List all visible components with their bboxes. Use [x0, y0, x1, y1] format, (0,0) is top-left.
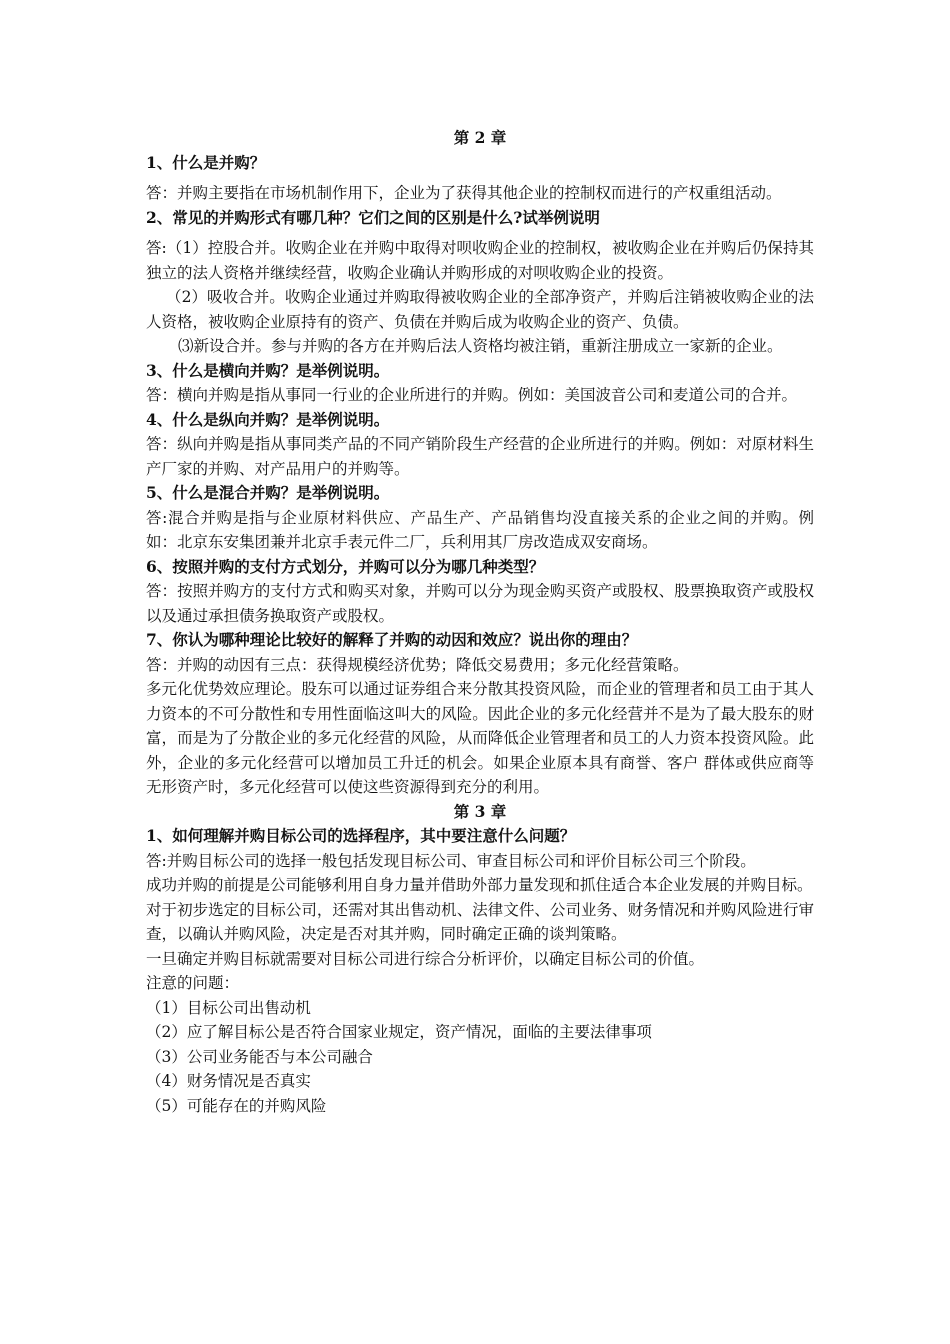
- ch2-question-1: 1、什么是并购？: [146, 152, 266, 172]
- ch3-answer-1-part-3: 对于初步选定的目标公司，还需对其出售动机、法律文件、公司业务、财务情况和并购风险进行审查，以确认并购风险，决定是否对其并购，同时确定正确的谈判策略。: [146, 900, 814, 943]
- ch2-answer-2-part-1: 答:（1）控股合并。收购企业在并购中取得对呗收购企业的控制权，被收购企业在并购后仍保持其独立的法人资格并继续经营，收购企业确认并购形成的对呗收购企业的投资。: [146, 239, 814, 282]
- ch2-question-7: 7、你认为哪种理论比较好的解释了并购的动因和效应？说出你的理由？: [146, 630, 638, 649]
- chapter-2-title: 第 2 章: [453, 128, 507, 147]
- ch3-notes-label: 注意的问题：: [146, 974, 240, 992]
- ch3-answer-1-part-4: 一旦确定并购目标就需要对目标公司进行综合分析评价，以确定目标公司的价值。: [146, 949, 705, 968]
- ch2-answer-7-part-2: 多元化优势效应理论。股东可以通过证券组合来分散其投资风险，而企业的管理者和员工由于其人力资本的不可分散性和专用性面临这叫大的风险。因此企业的多元化经营并不是为了最大股东的财富，而是为了分散企业的多元化经营的风险，从而降低企业管理者和员工的人力资本投资风险。此外，企业的多元化经营可以增加员工升迁的机会。如果企业原本具有商誉、客户 群体或供应商等无形资产时，多元化经营可以使这些资源得到充分的利用。: [146, 680, 814, 796]
- ch2-answer-1: 答：并购主要指在市场机制作用下，企业为了获得其他企业的控制权而进行的产权重组活动。: [146, 184, 782, 202]
- ch2-answer-2-part-3: ⑶新设合并。参与并购的各方在并购后法人资格均被注销，重新注册成立一家新的企业。: [178, 337, 783, 355]
- ch3-note-item: （1）目标公司出售动机: [146, 998, 311, 1017]
- ch2-question-5: 5、什么是混合并购？是举例说明。: [146, 483, 390, 502]
- ch3-note-item: （2）应了解目标公是否符合国家业规定，资产情况，面临的主要法律事项: [146, 1023, 652, 1041]
- ch2-question-2: 2、常见的并购形式有哪几种？它们之间的区别是什么?试举例说明: [146, 207, 600, 227]
- ch3-note-item: （5）可能存在的并购风险: [146, 1096, 327, 1115]
- ch2-answer-4: 答：纵向并购是指从事同类产品的不同产销阶段生产经营的企业所进行的并购。例如：对原材料生产厂家的并购、对产品用户的并购等。: [146, 435, 814, 478]
- ch2-answer-6: 答：按照并购方的支付方式和购买对象，并购可以分为现金购买资产或股权、股票换取资产或股权以及通过承担债务换取资产或股权。: [146, 582, 814, 625]
- ch3-note-item: （3）公司业务能否与本公司融合: [146, 1047, 373, 1066]
- ch2-question-6: 6、按照并购的支付方式划分，并购可以分为哪几种类型？: [146, 556, 545, 576]
- ch2-answer-3: 答：横向并购是指从事同一行业的企业所进行的并购。例如：美国波音公司和麦道公司的合并。: [146, 386, 798, 404]
- ch2-answer-2-part-2: （2）吸收合并。收购企业通过并购取得被收购企业的全部净资产，并购后注销被收购企业的法人资格，被收购企业原持有的资产、负债在并购后成为收购企业的资产、负债。: [146, 288, 814, 331]
- ch2-answer-7-part-1: 答：并购的动因有三点：获得规模经济优势；降低交易费用；多元化经营策略。: [146, 655, 689, 674]
- ch3-answer-1-part-2: 成功并购的前提是公司能够利用自身力量并借助外部力量发现和抓住适合本企业发展的并购目标。: [146, 876, 813, 894]
- ch2-question-4: 4、什么是纵向并购？是举例说明。: [146, 409, 390, 429]
- ch2-question-3: 3、什么是横向并购？是举例说明。: [146, 360, 390, 380]
- chapter-3-title: 第 3 章: [453, 801, 507, 821]
- ch2-answer-5: 答:混合并购是指与企业原材料供应、产品生产、产品销售均没直接关系的企业之间的并购。例如：北京东安集团兼并北京手表元件二厂，兵利用其厂房改造成双安商场。: [146, 508, 814, 551]
- ch3-question-1: 1、如何理解并购目标公司的选择程序，其中要注意什么问题？: [146, 826, 576, 845]
- ch3-note-item: （4）财务情况是否真实: [146, 1072, 311, 1090]
- ch3-answer-1-part-1: 答:并购目标公司的选择一般包括发现目标公司、审查目标公司和评价目标公司三个阶段。: [146, 851, 756, 870]
- document-page: [146, 126, 814, 1118]
